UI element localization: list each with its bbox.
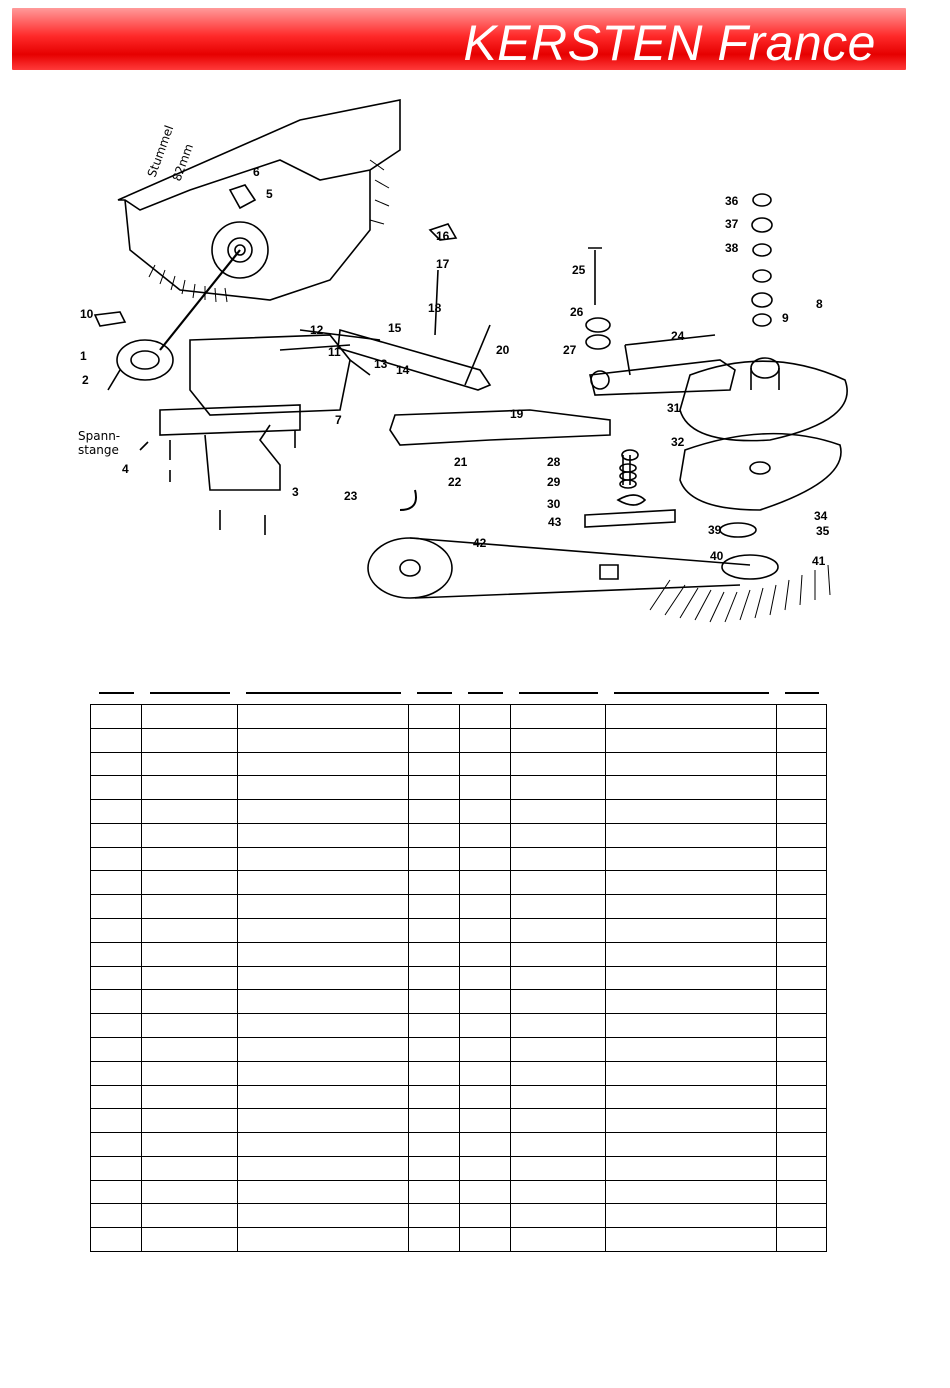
table-cell xyxy=(511,919,606,943)
table-cell xyxy=(142,1204,238,1228)
table-cell xyxy=(91,705,142,729)
callout: 35 xyxy=(816,524,830,538)
table-cell xyxy=(142,800,238,824)
callout: 34 xyxy=(814,509,828,523)
table-cell xyxy=(777,871,827,895)
table-cell xyxy=(238,1133,409,1157)
header-cell xyxy=(238,682,409,705)
table-cell xyxy=(606,705,777,729)
callout: 23 xyxy=(344,489,358,503)
table-cell xyxy=(777,919,827,943)
table-cell xyxy=(460,1133,511,1157)
table-cell xyxy=(511,1014,606,1038)
callout: 8 xyxy=(816,297,823,311)
table-cell xyxy=(91,1133,142,1157)
table-cell xyxy=(777,1085,827,1109)
callout: 5 xyxy=(266,187,273,201)
header-banner xyxy=(12,8,906,70)
table-cell xyxy=(606,776,777,800)
table-cell xyxy=(238,1109,409,1133)
callout: 36 xyxy=(725,194,739,208)
table-cell xyxy=(91,800,142,824)
table-cell xyxy=(777,1037,827,1061)
table-row xyxy=(91,1109,827,1133)
table-cell xyxy=(409,1228,460,1252)
table-cell xyxy=(142,942,238,966)
table-body xyxy=(91,705,827,1252)
table-cell xyxy=(460,823,511,847)
table-row xyxy=(91,752,827,776)
table-cell xyxy=(777,1133,827,1157)
table-cell xyxy=(511,705,606,729)
table-cell xyxy=(460,847,511,871)
callout: 26 xyxy=(570,305,584,319)
table-cell xyxy=(460,705,511,729)
callout: 30 xyxy=(547,497,561,511)
table-cell xyxy=(606,1037,777,1061)
callout: 19 xyxy=(510,407,524,421)
table-cell xyxy=(460,966,511,990)
table-cell xyxy=(91,1204,142,1228)
table-cell xyxy=(777,1156,827,1180)
callout: 3 xyxy=(292,485,299,499)
table-cell xyxy=(409,800,460,824)
table-cell xyxy=(606,1228,777,1252)
table-cell xyxy=(460,1014,511,1038)
table-cell xyxy=(511,823,606,847)
stub-label: Stummel xyxy=(144,123,177,180)
table-row xyxy=(91,871,827,895)
table-cell xyxy=(460,919,511,943)
table-cell xyxy=(91,776,142,800)
table-cell xyxy=(91,895,142,919)
table-cell xyxy=(409,823,460,847)
table-cell xyxy=(142,895,238,919)
callout: 16 xyxy=(436,229,450,243)
table-cell xyxy=(777,1109,827,1133)
table-row xyxy=(91,705,827,729)
table-cell xyxy=(777,1204,827,1228)
table-cell xyxy=(91,990,142,1014)
table-cell xyxy=(409,705,460,729)
table-cell xyxy=(460,776,511,800)
table-cell xyxy=(511,800,606,824)
table-row xyxy=(91,942,827,966)
table-cell xyxy=(606,728,777,752)
table-cell xyxy=(460,1109,511,1133)
table-cell xyxy=(460,752,511,776)
table-cell xyxy=(460,1061,511,1085)
table-row xyxy=(91,1180,827,1204)
table-cell xyxy=(606,1061,777,1085)
table-cell xyxy=(511,990,606,1014)
table-cell xyxy=(142,1109,238,1133)
table-cell xyxy=(409,990,460,1014)
table-cell xyxy=(238,1228,409,1252)
table-cell xyxy=(409,1204,460,1228)
callout: 14 xyxy=(396,363,410,377)
table-cell xyxy=(91,942,142,966)
table-cell xyxy=(606,752,777,776)
table-cell xyxy=(238,847,409,871)
header-cell xyxy=(409,682,460,705)
table-cell xyxy=(142,1085,238,1109)
table-cell xyxy=(142,919,238,943)
callout: 32 xyxy=(671,435,685,449)
callout: 2 xyxy=(82,373,89,387)
table-cell xyxy=(91,1156,142,1180)
table-cell xyxy=(142,966,238,990)
table-cell xyxy=(409,1133,460,1157)
table-cell xyxy=(409,1156,460,1180)
table-row xyxy=(91,728,827,752)
table-cell xyxy=(409,1014,460,1038)
table-cell xyxy=(409,1180,460,1204)
table-cell xyxy=(142,1037,238,1061)
table-cell xyxy=(409,919,460,943)
table-cell xyxy=(238,705,409,729)
table-cell xyxy=(777,990,827,1014)
table-row xyxy=(91,1228,827,1252)
callout: 43 xyxy=(548,515,562,529)
table-cell xyxy=(91,1109,142,1133)
table-cell xyxy=(777,752,827,776)
table-cell xyxy=(142,1014,238,1038)
table-cell xyxy=(409,871,460,895)
table-cell xyxy=(91,847,142,871)
table-row xyxy=(91,895,827,919)
callout: 10 xyxy=(80,307,94,321)
table-cell xyxy=(606,1014,777,1038)
table-cell xyxy=(238,728,409,752)
table-cell xyxy=(409,942,460,966)
table-cell xyxy=(91,1037,142,1061)
table-cell xyxy=(511,1156,606,1180)
table-cell xyxy=(238,1037,409,1061)
table-cell xyxy=(142,752,238,776)
table-cell xyxy=(777,1180,827,1204)
table-cell xyxy=(606,942,777,966)
callout: 15 xyxy=(388,321,402,335)
table-cell xyxy=(606,919,777,943)
table-row xyxy=(91,1204,827,1228)
callout: 13 xyxy=(374,357,388,371)
table-cell xyxy=(460,942,511,966)
table-cell xyxy=(142,705,238,729)
table-cell xyxy=(238,990,409,1014)
table-cell xyxy=(511,871,606,895)
table-cell xyxy=(460,1228,511,1252)
table-cell xyxy=(238,1085,409,1109)
table-cell xyxy=(91,966,142,990)
callout: 18 xyxy=(428,301,442,315)
table-cell xyxy=(409,1037,460,1061)
table-cell xyxy=(777,942,827,966)
table-cell xyxy=(606,1133,777,1157)
table-cell xyxy=(142,847,238,871)
callout: 9 xyxy=(782,311,789,325)
table-cell xyxy=(460,1180,511,1204)
callout: 22 xyxy=(448,475,462,489)
table-cell xyxy=(511,942,606,966)
table-cell xyxy=(460,728,511,752)
table-cell xyxy=(409,752,460,776)
table-cell xyxy=(409,1085,460,1109)
table-cell xyxy=(142,1133,238,1157)
table-cell xyxy=(606,800,777,824)
table-row xyxy=(91,1061,827,1085)
callout: 21 xyxy=(454,455,468,469)
table-row xyxy=(91,990,827,1014)
callout: 7 xyxy=(335,413,342,427)
table-cell xyxy=(511,895,606,919)
table-cell xyxy=(606,1085,777,1109)
table-cell xyxy=(511,1037,606,1061)
table-cell xyxy=(142,871,238,895)
table-cell xyxy=(511,1109,606,1133)
table-cell xyxy=(238,966,409,990)
table-cell xyxy=(606,823,777,847)
table-cell xyxy=(777,1014,827,1038)
table-row xyxy=(91,800,827,824)
callout: 41 xyxy=(812,554,826,568)
table-cell xyxy=(460,895,511,919)
callout: 40 xyxy=(710,549,724,563)
table-row xyxy=(91,966,827,990)
table-cell xyxy=(238,1014,409,1038)
header-cell xyxy=(91,682,142,705)
table-cell xyxy=(511,1061,606,1085)
table-cell xyxy=(460,1156,511,1180)
table-cell xyxy=(409,728,460,752)
callout: 11 xyxy=(328,345,341,359)
table-row xyxy=(91,1156,827,1180)
tension-rod-label-1: Spann- xyxy=(78,429,121,443)
table-cell xyxy=(91,1085,142,1109)
table-cell xyxy=(777,847,827,871)
table-cell xyxy=(409,966,460,990)
table-row xyxy=(91,1133,827,1157)
table-cell xyxy=(238,776,409,800)
table-cell xyxy=(606,847,777,871)
table-cell xyxy=(511,1204,606,1228)
table-cell xyxy=(606,1109,777,1133)
callout: 17 xyxy=(436,257,450,271)
header-cell xyxy=(777,682,827,705)
callout: 6 xyxy=(253,165,260,179)
table-cell xyxy=(511,1228,606,1252)
table-cell xyxy=(238,823,409,847)
callout: 20 xyxy=(496,343,510,357)
callout: 27 xyxy=(563,343,577,357)
table-header-row xyxy=(91,682,827,705)
table-cell xyxy=(606,895,777,919)
table-cell xyxy=(409,847,460,871)
table-cell xyxy=(511,776,606,800)
table-cell xyxy=(238,1180,409,1204)
table-row xyxy=(91,847,827,871)
callout: 28 xyxy=(547,455,561,469)
table-cell xyxy=(238,800,409,824)
table-cell xyxy=(91,752,142,776)
parts-list-table xyxy=(90,682,827,1252)
table-cell xyxy=(142,990,238,1014)
callout: 37 xyxy=(725,217,739,231)
table-cell xyxy=(142,728,238,752)
table-cell xyxy=(511,728,606,752)
header-cell xyxy=(511,682,606,705)
callout: 25 xyxy=(572,263,586,277)
table-row xyxy=(91,1037,827,1061)
table-cell xyxy=(511,966,606,990)
exploded-parts-diagram xyxy=(70,90,880,650)
table-cell xyxy=(238,942,409,966)
table-cell xyxy=(511,752,606,776)
table-cell xyxy=(606,1180,777,1204)
table-row xyxy=(91,1085,827,1109)
table-cell xyxy=(91,1061,142,1085)
table-cell xyxy=(238,871,409,895)
table-cell xyxy=(460,1085,511,1109)
table-cell xyxy=(606,871,777,895)
table-cell xyxy=(606,1156,777,1180)
table-cell xyxy=(777,966,827,990)
table-row xyxy=(91,823,827,847)
table-cell xyxy=(460,800,511,824)
table-cell xyxy=(409,776,460,800)
table-cell xyxy=(142,1061,238,1085)
table-cell xyxy=(777,1228,827,1252)
table-cell xyxy=(238,1204,409,1228)
table-row xyxy=(91,1014,827,1038)
callout: 31 xyxy=(667,401,681,415)
table-cell xyxy=(460,1037,511,1061)
table-cell xyxy=(409,895,460,919)
table-cell xyxy=(606,966,777,990)
table-cell xyxy=(777,728,827,752)
table-cell xyxy=(409,1061,460,1085)
table-cell xyxy=(511,1085,606,1109)
table-cell xyxy=(460,871,511,895)
table-cell xyxy=(142,1156,238,1180)
callout: 1 xyxy=(80,349,87,363)
callout: 38 xyxy=(725,241,739,255)
callout: 42 xyxy=(473,536,487,550)
table-row xyxy=(91,776,827,800)
table-cell xyxy=(91,1180,142,1204)
table-cell xyxy=(777,776,827,800)
table-cell xyxy=(142,1180,238,1204)
table-cell xyxy=(142,1228,238,1252)
table-cell xyxy=(777,895,827,919)
callout: 29 xyxy=(547,475,561,489)
table-cell xyxy=(142,823,238,847)
table-cell xyxy=(91,728,142,752)
table-cell xyxy=(511,1133,606,1157)
brand-title: KERSTEN France xyxy=(463,15,876,71)
table-cell xyxy=(777,705,827,729)
table-cell xyxy=(238,895,409,919)
table-cell xyxy=(777,1061,827,1085)
table-cell xyxy=(511,847,606,871)
table-cell xyxy=(777,823,827,847)
table-cell xyxy=(460,1204,511,1228)
table-cell xyxy=(142,776,238,800)
table-cell xyxy=(238,1156,409,1180)
table-cell xyxy=(777,800,827,824)
table-row xyxy=(91,919,827,943)
table-cell xyxy=(606,990,777,1014)
stub-length-label: 82mm xyxy=(169,141,197,184)
callout: 39 xyxy=(708,523,722,537)
table-cell xyxy=(238,1061,409,1085)
table-cell xyxy=(460,990,511,1014)
table-cell xyxy=(91,919,142,943)
callout: 24 xyxy=(671,329,685,343)
table-cell xyxy=(91,823,142,847)
table-cell xyxy=(511,1180,606,1204)
table-cell xyxy=(91,871,142,895)
table-cell xyxy=(238,919,409,943)
table-cell xyxy=(409,1109,460,1133)
tension-rod-label-2: stange xyxy=(78,443,119,457)
callout: 12 xyxy=(310,323,324,337)
table-cell xyxy=(91,1014,142,1038)
callout: 4 xyxy=(122,462,129,476)
table-cell xyxy=(606,1204,777,1228)
table-cell xyxy=(91,1228,142,1252)
table-cell xyxy=(238,752,409,776)
header-cell xyxy=(460,682,511,705)
header-cell xyxy=(142,682,238,705)
header-cell xyxy=(606,682,777,705)
